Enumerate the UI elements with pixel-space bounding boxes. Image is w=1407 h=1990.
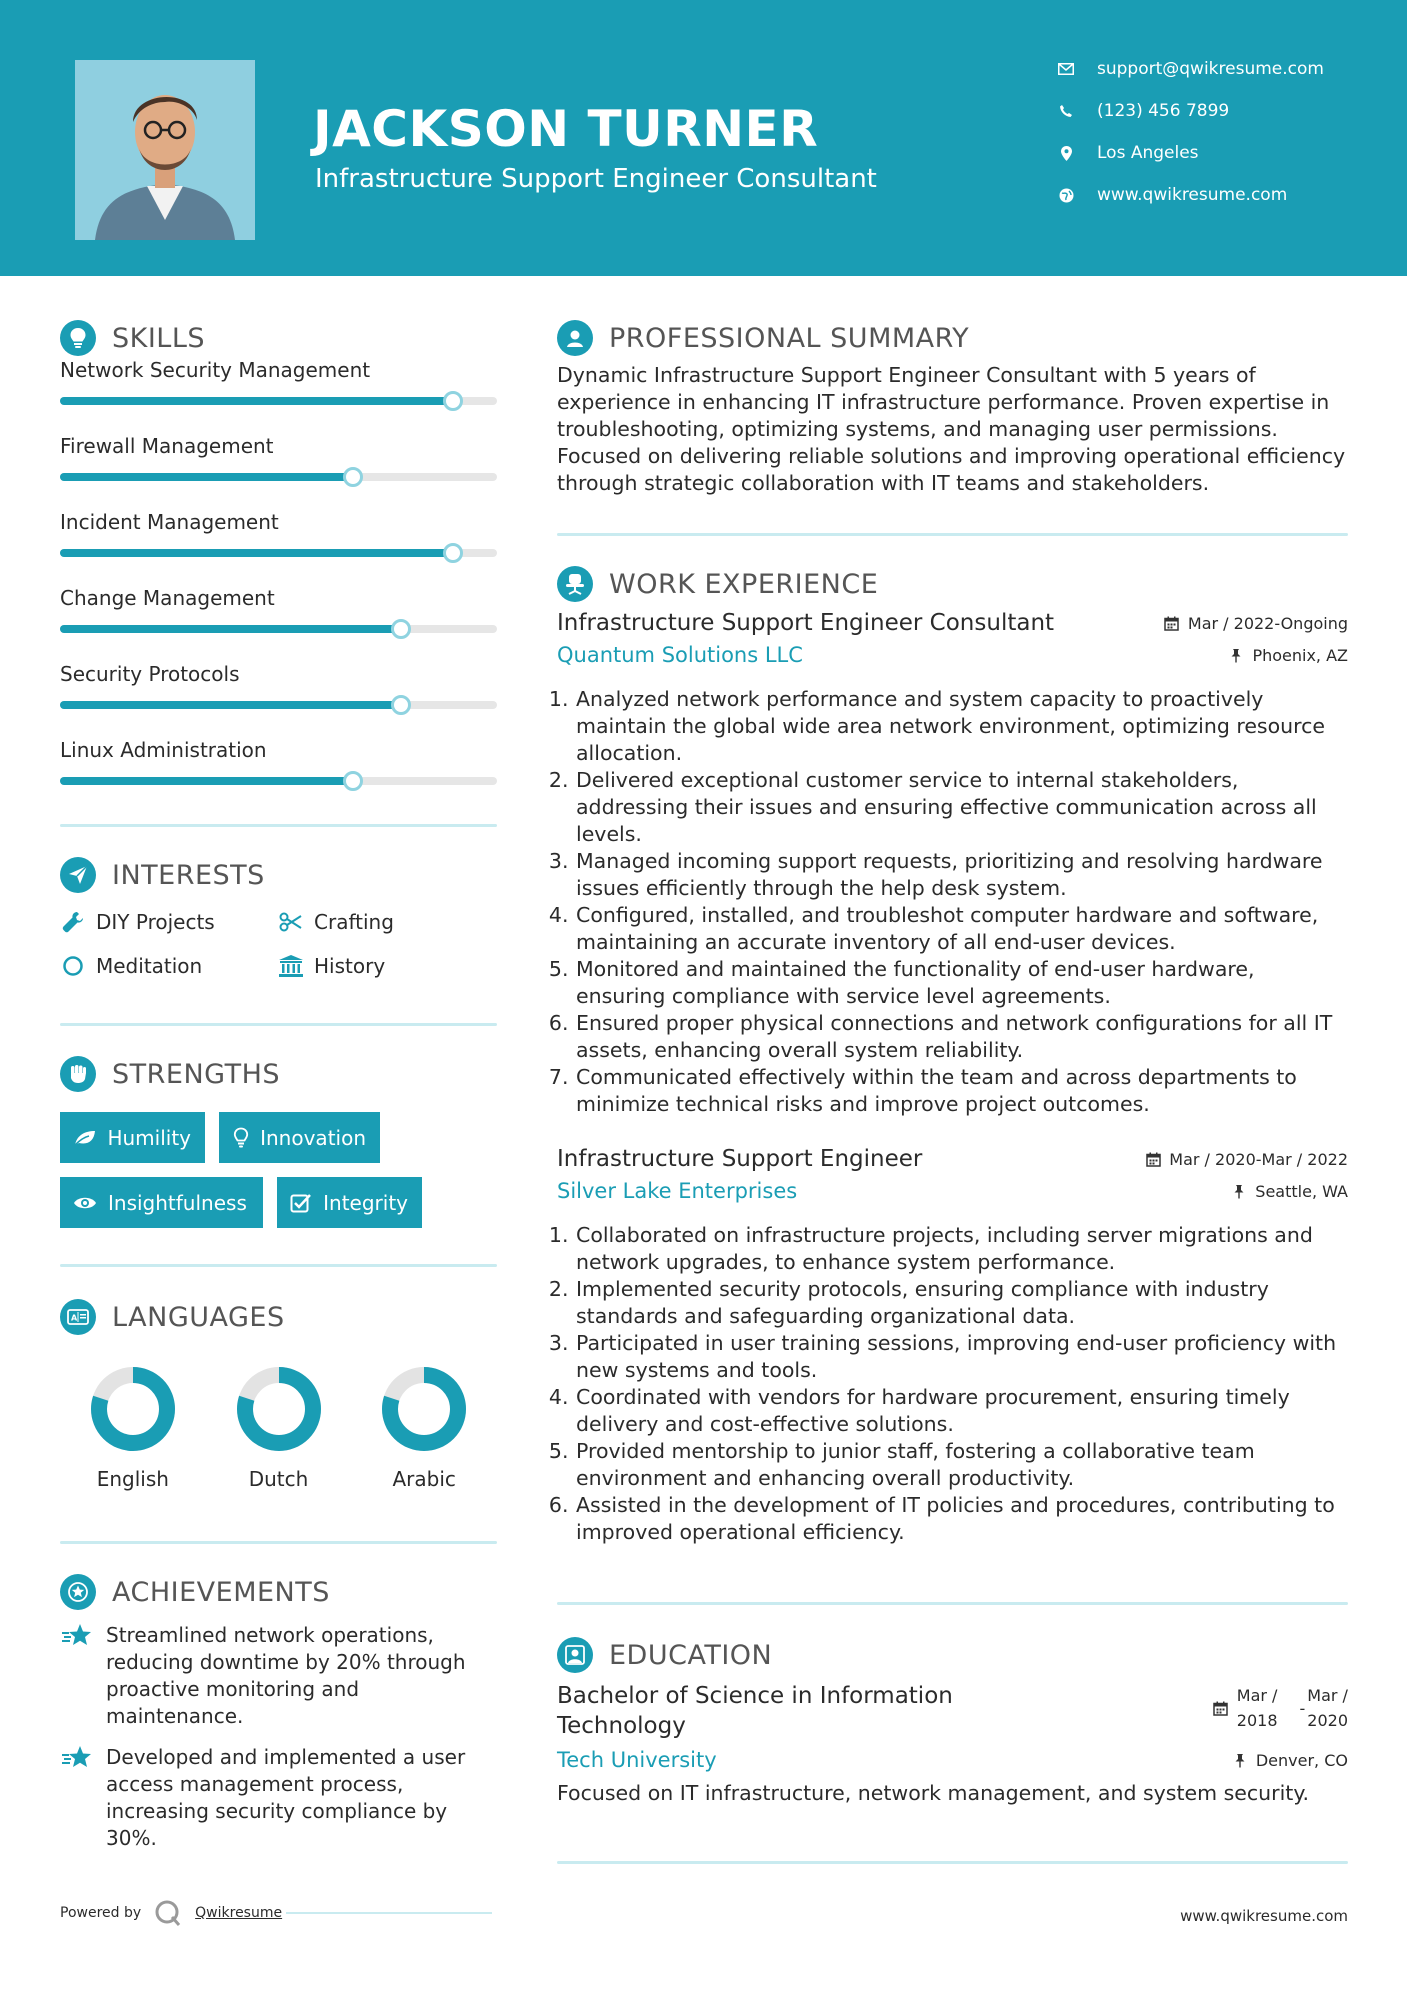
job-entry [557, 1144, 1348, 1546]
strength-tag [60, 1177, 263, 1228]
profile-photo [75, 60, 255, 240]
achievements-title: ACHIEVEMENTS [112, 1576, 330, 1608]
languages-list [60, 1365, 497, 1491]
section-divider [60, 1023, 497, 1026]
skill-bar-fill [60, 777, 353, 785]
job-dates [1163, 614, 1348, 633]
globe-icon [1055, 184, 1077, 206]
contact-location-text: Los Angeles [1097, 143, 1199, 163]
strengths-heading [60, 1054, 497, 1094]
strengths-list [60, 1112, 497, 1228]
language-donut [89, 1365, 177, 1453]
envelope-icon [1055, 58, 1077, 80]
duty-item: 2. Implemented security protocols, ensuring compliance with industry standards and safeguarding organizational data. [575, 1276, 1348, 1330]
language-item [206, 1365, 352, 1491]
section-divider [557, 1602, 1348, 1605]
skill-bar-knob [343, 771, 363, 791]
skill-row [60, 578, 497, 654]
job-duties [557, 1222, 1348, 1546]
powered-by [60, 1898, 492, 1928]
museum-icon [278, 953, 304, 979]
contact-phone[interactable] [1055, 97, 1385, 125]
section-divider [557, 533, 1348, 536]
duty-item: 1. Analyzed network performance and system capacity to proactively maintain the global wide area network environment, optimizing resource allocation. [575, 686, 1348, 767]
start-month: Mar / [1236, 1686, 1278, 1705]
calendar-icon [1163, 614, 1181, 632]
education-title: EDUCATION [609, 1639, 773, 1671]
duty-item: 3. Managed incoming support requests, prioritizing and resolving hardware issues efficiently through the help desk system. [575, 848, 1348, 902]
user-icon [557, 320, 593, 356]
language-donut [235, 1365, 323, 1453]
language-donut [380, 1365, 468, 1453]
languages-heading [60, 1297, 497, 1337]
calendar-icon [1144, 1150, 1162, 1168]
skill-bar-knob [391, 619, 411, 639]
contact-email-text: support@qwikresume.com [1097, 59, 1324, 79]
svg-text:A: A [71, 1313, 78, 1323]
contact-phone-text: (123) 456 7899 [1097, 101, 1230, 121]
interest-item [278, 907, 497, 937]
start-year: 2018 [1236, 1711, 1278, 1730]
experience-title: WORK EXPERIENCE [609, 568, 879, 600]
phone-icon [1055, 100, 1077, 122]
skill-name: Change Management [60, 586, 275, 610]
graduate-icon [557, 1637, 593, 1673]
eye-icon [72, 1190, 98, 1216]
resume-header [0, 0, 1407, 276]
skill-bar-fill [60, 549, 453, 557]
interests-heading [60, 855, 497, 895]
star-badge-icon [60, 1574, 96, 1610]
contact-location [1055, 139, 1385, 167]
education-dates [1213, 1683, 1348, 1733]
duty-item: 5. Monitored and maintained the functionality of end-user hardware, ensuring compliance with service level agreements. [575, 956, 1348, 1010]
language-name: English [96, 1467, 169, 1491]
summary-heading [557, 318, 1348, 358]
section-divider [60, 1541, 497, 1544]
check-square-icon [289, 1190, 313, 1216]
duty-item: 7. Communicated effectively within the team and across departments to minimize technical risks and improve project outcomes. [575, 1064, 1348, 1118]
skill-row [60, 654, 497, 730]
date-separator: - [1299, 1698, 1306, 1718]
duty-item: 2. Delivered exceptional customer service to internal stakeholders, addressing their issues and ensuring effective communication across all levels. [575, 767, 1348, 848]
fist-icon [60, 1056, 96, 1092]
duty-item: 5. Provided mentorship to junior staff, fostering a collaborative team environment and enhancing overall productivity. [575, 1438, 1348, 1492]
duty-item: 3. Participated in user training sessions, improving end-user proficiency with new systems and tools. [575, 1330, 1348, 1384]
degree-line-2: Technology [557, 1713, 686, 1739]
right-column [557, 318, 1348, 1864]
interest-item [60, 951, 278, 981]
candidate-role: Infrastructure Support Engineer Consultant [315, 164, 877, 194]
interest-item [60, 907, 278, 937]
strength-label: Integrity [323, 1190, 408, 1215]
interest-label: History [314, 954, 386, 978]
skill-row [60, 426, 497, 502]
skill-bar [60, 397, 497, 405]
job-location-text: Seattle, WA [1255, 1181, 1348, 1201]
summary-text: Dynamic Infrastructure Support Engineer Consultant with 5 years of experience in enhancing IT infrastructure performance. Proven expertise in troubleshooting, optimizing systems, and managing user permissions. Focused on delivering reliable solutions and improving operational efficiency through strategic collaboration with IT teams and stakeholders. [557, 363, 1346, 495]
skill-bar-knob [443, 543, 463, 563]
section-divider [60, 1264, 497, 1267]
strength-tag [219, 1112, 380, 1163]
section-divider [60, 824, 497, 827]
school-name: Tech University [557, 1748, 717, 1772]
scissors-icon [278, 909, 304, 935]
education-start [1237, 1683, 1278, 1733]
section-divider [286, 1912, 492, 1914]
pushpin-icon [1227, 646, 1245, 664]
job-dates-text: Mar / 2022-Ongoing [1187, 613, 1348, 633]
qwikresume-link[interactable]: Qwikresume [195, 1905, 283, 1921]
achievement-text: Developed and implemented a user access management process, increasing security compliance by 30%. [106, 1745, 466, 1850]
achievement-text: Streamlined network operations, reducing downtime by 20% through proactive monitoring and maintenance. [106, 1623, 466, 1728]
job-location-text: Phoenix, AZ [1252, 645, 1348, 665]
leaf-icon [72, 1125, 97, 1151]
skill-bar-fill [60, 397, 453, 405]
interests-list [60, 907, 497, 981]
skill-bar-knob [391, 695, 411, 715]
skill-name: Incident Management [60, 510, 279, 534]
powered-by-label: Powered by [60, 1905, 142, 1921]
summary-title: PROFESSIONAL SUMMARY [609, 322, 970, 354]
strength-label: Humility [107, 1125, 191, 1150]
achievement-item [60, 1622, 497, 1730]
skill-row [60, 730, 497, 806]
skill-row [60, 350, 497, 426]
contact-website-text: www.qwikresume.com [1097, 185, 1288, 205]
education-entry [557, 1681, 1348, 1841]
skill-bar [60, 701, 497, 709]
skill-row [60, 502, 497, 578]
contact-website[interactable] [1055, 181, 1385, 209]
skill-name: Network Security Management [60, 358, 371, 382]
languages-title: LANGUAGES [112, 1301, 285, 1333]
skill-bar [60, 625, 497, 633]
company-name: Quantum Solutions LLC [557, 643, 803, 667]
education-heading [557, 1635, 1348, 1675]
achievements-heading [60, 1572, 497, 1612]
language-item [351, 1365, 497, 1491]
interest-label: Crafting [314, 910, 394, 934]
strength-label: Insightfulness [108, 1190, 247, 1215]
duty-item: 4. Coordinated with vendors for hardware procurement, ensuring timely delivery and cost-effective solutions. [575, 1384, 1348, 1438]
language-item [60, 1365, 206, 1491]
duty-item: 1. Collaborated on infrastructure projects, including server migrations and network upgrades, to enhance system performance. [575, 1222, 1348, 1276]
end-month: Mar / [1307, 1686, 1348, 1705]
degree-line-1: Bachelor of Science in Information [557, 1683, 953, 1709]
footer-website-link[interactable]: www.qwikresume.com [1180, 1907, 1348, 1925]
interests-title: INTERESTS [112, 859, 265, 891]
lightbulb-icon [231, 1125, 250, 1151]
job-location [1230, 1182, 1348, 1201]
end-year: 2020 [1307, 1711, 1348, 1730]
left-column [60, 318, 497, 1852]
education-description: Focused on IT infrastructure, network management, and system security. [557, 1781, 1310, 1805]
strength-tag [277, 1177, 422, 1228]
section-divider [557, 1861, 1348, 1864]
skill-bar [60, 549, 497, 557]
education-location [1231, 1751, 1348, 1770]
paper-plane-icon [60, 857, 96, 893]
strength-tag [60, 1112, 205, 1163]
duty-item: 6. Ensured proper physical connections and network configurations for all IT assets, enhancing overall system reliability. [575, 1010, 1348, 1064]
strength-label: Innovation [260, 1125, 366, 1150]
pushpin-icon [1230, 1182, 1248, 1200]
interest-label: Meditation [96, 954, 203, 978]
language-name: Dutch [248, 1467, 309, 1491]
skill-name: Firewall Management [60, 434, 274, 458]
duty-item: 4. Configured, installed, and troubleshot computer hardware and software, maintaining an accurate inventory of all end-user devices. [575, 902, 1348, 956]
wrench-icon [60, 909, 86, 935]
education-location-text: Denver, CO [1255, 1750, 1348, 1770]
job-title: Infrastructure Support Engineer Consultant [557, 610, 1055, 636]
skills-list [60, 350, 497, 806]
job-entry [557, 608, 1348, 1118]
skills-title: SKILLS [112, 322, 206, 354]
company-name: Silver Lake Enterprises [557, 1179, 798, 1203]
briefcase-chair-icon [557, 566, 593, 602]
calendar-icon [1213, 1699, 1231, 1717]
job-title: Infrastructure Support Engineer [557, 1146, 923, 1172]
education-end [1307, 1683, 1348, 1733]
translate-icon [60, 1299, 96, 1335]
skill-name: Linux Administration [60, 738, 267, 762]
achievement-item [60, 1744, 497, 1852]
qwikresume-logo-icon [153, 1898, 183, 1928]
job-duties [557, 686, 1348, 1118]
star-icon [60, 1744, 94, 1774]
skill-bar [60, 473, 497, 481]
job-dates [1144, 1150, 1348, 1169]
language-name: Arabic [392, 1467, 456, 1491]
skill-bar-knob [443, 391, 463, 411]
job-location [1227, 646, 1348, 665]
skill-bar-fill [60, 625, 401, 633]
strengths-title: STRENGTHS [112, 1058, 281, 1090]
contact-email[interactable] [1055, 55, 1385, 83]
circle-icon [60, 953, 86, 979]
job-dates-text: Mar / 2020-Mar / 2022 [1169, 1149, 1348, 1169]
skill-bar [60, 777, 497, 785]
interest-label: DIY Projects [96, 910, 215, 934]
skill-bar-fill [60, 701, 401, 709]
skill-bar-knob [343, 467, 363, 487]
candidate-name: JACKSON TURNER [313, 100, 819, 158]
skill-bar-fill [60, 473, 353, 481]
pushpin-icon [1231, 1751, 1249, 1769]
experience-heading [557, 564, 1348, 604]
duty-item: 6. Assisted in the development of IT policies and procedures, contributing to improved operational efficiency. [575, 1492, 1348, 1546]
skill-name: Security Protocols [60, 662, 240, 686]
interest-item [278, 951, 497, 981]
star-icon [60, 1622, 94, 1652]
map-pin-icon [1055, 142, 1077, 164]
